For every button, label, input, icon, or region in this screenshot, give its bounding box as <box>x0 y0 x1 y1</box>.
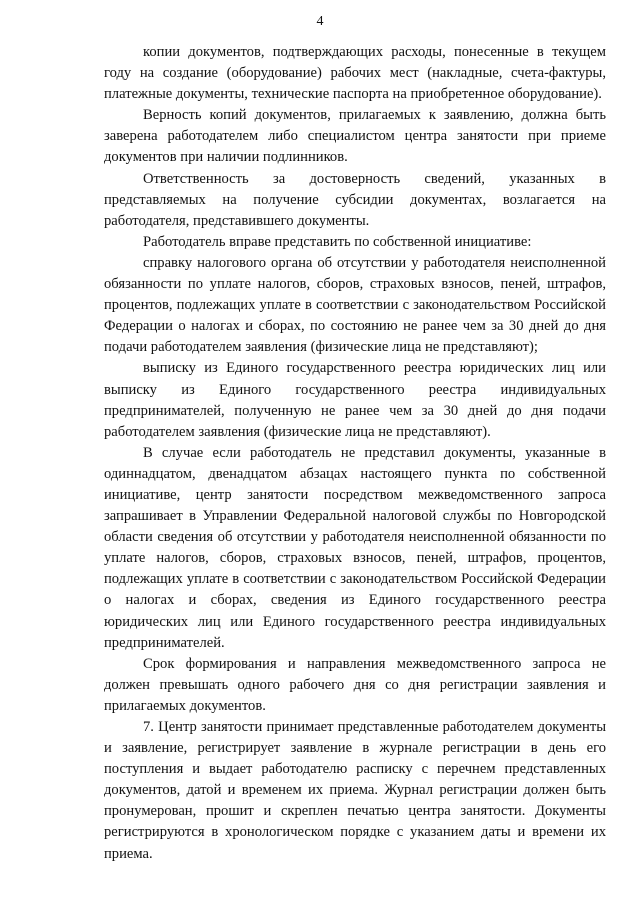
paragraph-responsibility: Ответственность за достоверность сведений, указанных в представляемых на получение субсидии документах, возлагается на работодателя, представившего документы. <box>104 170 606 229</box>
paragraph-item-7-registration: 7. Центр занятости принимает представленные работодателем документы и заявление, регистрирует заявление в журнале регистрации в день его поступления и выдает работодателю расписку с перечнем представленных документов, датой и временем их приема. Журнал регистрации должен быть пронумерован, прошит и скреплен печатью центра занятости. Документы регистрируются в хронологическом порядке с указанием даты и времени их приема. <box>104 719 606 862</box>
paragraph-request-deadline: Срок формирования и направления межведомственного запроса не должен превышать одного рабочего дня со дня регистрации заявления и прилагаемых документов. <box>104 655 606 714</box>
paragraph-tax-certificate: справку налогового органа об отсутствии у работодателя неисполненной обязанности по уплате налогов, сборов, страховых взносов, пеней, штрафов, процентов, подлежащих уплате в соответствии с законодательством Российской Федерации о налогах и сборах, по состоянию не ранее чем за 30 дней до дня подачи работодателем заявления (физические лица не представляют); <box>104 254 606 356</box>
paragraph-copies-of-expense-documents: копии документов, подтверждающих расходы, понесенные в текущем году на создание (оборудование) рабочих мест (накладные, счета-фактуры, платежные документы, технические паспорта на приобретенное оборудование). <box>104 44 606 103</box>
paragraph-copy-certification: Верность копий документов, прилагаемых к заявлению, должна быть заверена работодателем либо специалистом центра занятости при приеме документов при наличии подлинников. <box>104 107 606 166</box>
paragraph-registry-extract: выписку из Единого государственного реестра юридических лиц или выписку из Единого государственного реестра индивидуальных предпринимателей, полученную не ранее чем за 30 дней до дня подачи работодателем заявления (физические лица не представляют). <box>104 360 606 440</box>
page-number: 4 <box>316 14 324 29</box>
paragraph-interagency-request: В случае если работодатель не представил документы, указанные в одиннадцатом, двенадцатом абзацах настоящего пункта по собственной инициативе, центр занятости посредством межведомственного запроса запрашивает в Управлении Федеральной налоговой службы по Новгородской области сведения об отсутствии у работодателя неисполненной обязанности по уплате налогов, сборов, страховых взносов, пеней, штрафов, процентов, подлежащих уплате в соответствии с законодательством Российской Федерации о налогах и сборах, сведения из Единого государственного реестра юридических лиц или Единого государственного реестра индивидуальных предпринимателей. <box>104 444 606 651</box>
document-body <box>104 42 606 865</box>
paragraph-own-initiative-intro: Работодатель вправе представить по собственной инициативе: <box>143 233 532 250</box>
